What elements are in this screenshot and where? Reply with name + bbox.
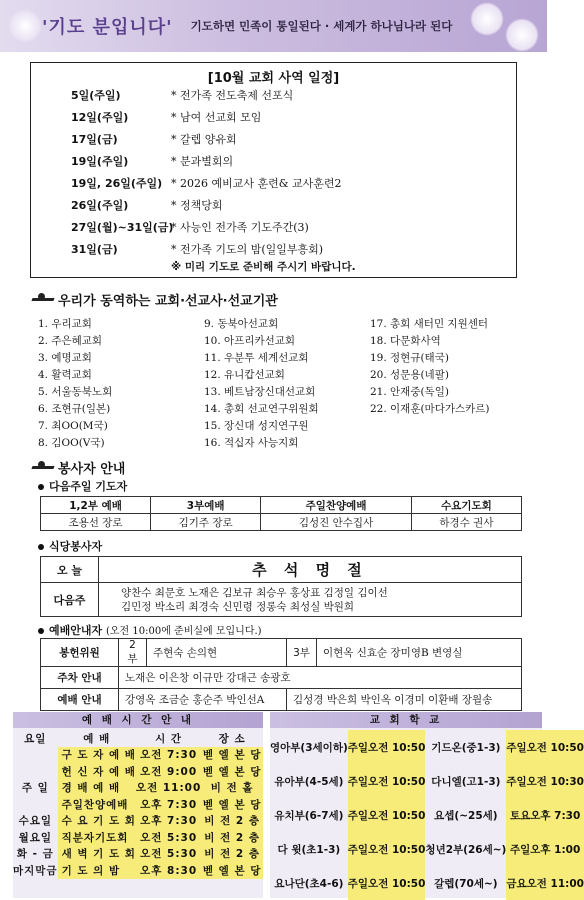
school-time: 주일오전 10:50 <box>348 866 426 900</box>
worship-place: 비 전 홀 <box>201 780 263 797</box>
list-item: 7. 최OO(M국) <box>38 420 108 432</box>
table-header: 장 소 <box>201 730 263 747</box>
list-item: 15. 장신대 성지연구원 <box>204 420 309 432</box>
school-dept: 갈렙(70세~) <box>434 877 498 890</box>
worship-title: 예 배 시 간 안 내 <box>13 712 263 728</box>
prayer-table <box>40 496 522 531</box>
table-cell: 하경수 권사 <box>411 514 521 531</box>
worship-time: 오후 7:30 <box>136 796 201 813</box>
list-item: 21. 안재중(독일) <box>370 386 449 398</box>
bullet-icon <box>38 628 44 634</box>
meal-table <box>40 556 522 617</box>
schedule-row <box>31 219 518 239</box>
table-row <box>13 862 263 879</box>
schedule-date: 12일(주일) <box>71 111 129 124</box>
worship-place: 비 전 2 층 <box>201 813 263 830</box>
usher-label: 주차 안내 <box>41 667 119 689</box>
table-header: 예 배 <box>58 730 136 747</box>
list-item: 2. 주은혜교회 <box>38 335 103 347</box>
table-row <box>41 689 522 711</box>
meal-today-label: 오 늘 <box>41 557 99 583</box>
list-item: 19. 정현규(태국) <box>370 352 449 364</box>
worship-day: 주 일 <box>13 780 58 797</box>
schedule-event: * 분과별회의 <box>171 155 234 168</box>
table-row <box>270 832 584 866</box>
list-item: 17. 총회 새터민 지원센터 <box>370 318 488 330</box>
schedule-box <box>30 62 517 278</box>
list-item: 3. 예명교회 <box>38 352 92 364</box>
usher-subheading-label: 예배안내자 <box>49 624 103 637</box>
school-dept: 청년2부(26세~) <box>425 843 507 856</box>
worship-service: 경 배 예 배 <box>58 780 136 797</box>
worship-time: 오전 5:30 <box>136 846 201 863</box>
usher-part: 2부 <box>119 639 147 667</box>
table-header: 시 간 <box>136 730 201 747</box>
school-dept: 유아부(4-5세) <box>274 775 344 788</box>
bullet-icon <box>38 484 44 490</box>
schedule-row <box>31 241 518 261</box>
flower-icon <box>470 2 504 36</box>
missions-col-1 <box>38 316 112 452</box>
schedule-row <box>31 109 518 129</box>
table-row <box>13 763 263 780</box>
schedule-event: * 남여 선교회 모임 <box>171 111 262 124</box>
school-time: 토요오후 7:30 <box>506 798 584 832</box>
schedule-row <box>31 131 518 151</box>
school-time: 주일오전 10:50 <box>348 764 426 798</box>
list-item: 6. 조현규(일본) <box>38 403 111 415</box>
list-item: 20. 성문용(네팔) <box>370 369 449 381</box>
schedule-date: 19일, 26일(주일) <box>71 177 163 190</box>
worship-time: 오전 7:30 <box>136 747 201 764</box>
worship-time: 오전 9:00 <box>136 763 201 780</box>
meal-subheading <box>38 538 102 554</box>
usher-names: 이현옥 신효순 장미영B 변영실 <box>317 639 522 667</box>
table-row <box>41 497 522 514</box>
worship-table <box>13 730 263 879</box>
worship-service: 헌 신 자 예 배 <box>58 763 136 780</box>
table-row <box>41 667 522 689</box>
table-row <box>41 583 522 617</box>
volunteers-heading <box>32 458 125 477</box>
missions-heading <box>32 290 278 309</box>
meal-subheading-label: 식당봉사자 <box>49 540 103 553</box>
usher-label: 봉헌위원 <box>41 639 119 667</box>
table-header: 주일찬양예배 <box>261 497 412 514</box>
list-item: 22. 이재훈(마다가스카르) <box>370 403 490 415</box>
list-item: 13. 베트남장신대선교회 <box>204 386 316 398</box>
school-time: 주일오전 10:50 <box>348 798 426 832</box>
missions-title: 우리가 동역하는 교회·선교사·선교기관 <box>58 294 278 309</box>
school-dept: 요나단(초4-6) <box>274 877 344 890</box>
table-row <box>41 639 522 667</box>
worship-place: 벧 엘 본 당 <box>201 763 263 780</box>
table-row <box>41 514 522 531</box>
worship-place: 벧 엘 본 당 <box>201 796 263 813</box>
list-item: 18. 다문화사역 <box>370 335 441 347</box>
schedule-row <box>31 153 518 173</box>
missions-col-2 <box>204 316 319 452</box>
list-item: 8. 김OO(V국) <box>38 437 105 449</box>
meal-names-line: 양찬수 최문호 노재은 김보규 최승우 홍상표 김정일 김이선 <box>121 586 388 599</box>
table-row <box>41 557 522 583</box>
school-dept: 요셉(~25세) <box>434 809 498 822</box>
school-time: 주일오전 10:50 <box>348 832 426 866</box>
flower-icon <box>505 18 539 52</box>
table-row <box>270 764 584 798</box>
list-item: 14. 총회 선교연구위원회 <box>204 403 319 415</box>
worship-time: 오후 8:30 <box>136 862 201 879</box>
school-dept: 유치부(6-7세) <box>274 809 344 822</box>
missions-col-3 <box>370 316 490 418</box>
usher-names: 주현숙 손의현 <box>147 639 287 667</box>
usher-names: 강영옥 조금순 홍순주 박인선A <box>119 689 287 711</box>
usher-names: 노재은 이은창 이규만 강대근 송광호 <box>119 667 522 689</box>
table-header: 1,2부 예배 <box>41 497 151 514</box>
list-item: 12. 유니캅선교회 <box>204 369 285 381</box>
meal-names-line: 김민정 박소리 최경숙 신민령 정롱숙 최성실 박원희 <box>121 600 355 613</box>
runner-icon <box>32 293 54 307</box>
worship-place: 비 전 2 층 <box>201 846 263 863</box>
worship-day: 월요일 <box>13 829 58 846</box>
school-title: 교 회 학 교 <box>270 712 542 728</box>
schedule-event: * 사능인 전가족 기도주간(3) <box>171 221 309 234</box>
worship-service: 수 요 기 도 회 <box>58 813 136 830</box>
schedule-date: 26일(주일) <box>71 199 129 212</box>
worship-service: 직분자기도회 <box>58 829 136 846</box>
table-row <box>13 747 263 764</box>
worship-day: 수요일 <box>13 813 58 830</box>
meal-next-label: 다음주 <box>41 583 99 617</box>
school-dept: 다니엘(고1-3) <box>431 775 501 788</box>
schedule-date: 17일(금) <box>71 133 118 146</box>
list-item: 11. 우분투 세계선교회 <box>204 352 309 364</box>
table-row <box>13 829 263 846</box>
usher-names: 김성경 박은희 박인옥 이경미 이환배 장월송 <box>287 689 522 711</box>
table-row <box>13 813 263 830</box>
volunteers-title: 봉사자 안내 <box>58 462 126 477</box>
meal-next-names <box>99 583 522 617</box>
schedule-event: * 전가족 기도의 밤(일일부흥회) <box>171 243 324 256</box>
school-dept: 기드온(중1-3) <box>431 741 501 754</box>
school-table <box>270 730 584 900</box>
banner-slogan: 기도하면 민족이 통일된다 · 세계가 하나님나라 된다 <box>190 19 453 33</box>
schedule-event: * 정책당회 <box>171 199 223 212</box>
meal-today-value: 추 석 명 절 <box>99 557 522 583</box>
worship-day <box>13 747 58 764</box>
table-row <box>270 866 584 900</box>
school-time: 주일오전 10:30 <box>506 764 584 798</box>
school-time: 주일오전 10:50 <box>348 730 426 764</box>
list-item: 1. 우리교회 <box>38 318 92 330</box>
table-header: 요일 <box>13 730 58 747</box>
table-row <box>270 798 584 832</box>
table-cell: 김기주 장로 <box>151 514 261 531</box>
worship-time: 오전 11:00 <box>136 780 201 797</box>
usher-note: (오전 10:00에 준비실에 모입니다.) <box>105 626 262 637</box>
list-item: 9. 동북아선교회 <box>204 318 279 330</box>
worship-day <box>13 796 58 813</box>
worship-time: 오전 5:30 <box>136 829 201 846</box>
schedule-date: 19일(주일) <box>71 155 129 168</box>
table-row <box>13 730 263 747</box>
worship-place: 벧 엘 본 당 <box>201 747 263 764</box>
worship-service: 새 벽 기 도 회 <box>58 846 136 863</box>
prayer-subheading <box>38 478 127 494</box>
bullet-icon <box>38 544 44 550</box>
table-header: 3부예배 <box>151 497 261 514</box>
table-row <box>270 730 584 764</box>
schedule-date: 31일(금) <box>71 243 118 256</box>
schedule-event: * 2026 예비교사 훈련& 교사훈련2 <box>171 177 342 190</box>
schedule-row <box>31 87 518 107</box>
worship-service: 기 도 의 밤 <box>58 862 136 879</box>
usher-label: 예배 안내 <box>41 689 119 711</box>
school-time: 주일오후 1:00 <box>506 832 584 866</box>
table-row <box>13 780 263 797</box>
flower-icon <box>8 9 42 43</box>
usher-part: 3부 <box>287 639 317 667</box>
school-time: 금요오전 11:00 <box>506 866 584 900</box>
schedule-note: ※ 미리 기도로 준비해 주시기 바랍니다. <box>171 261 356 273</box>
worship-service: 주일찬양예배 <box>58 796 136 813</box>
worship-service: 구 도 자 예 배 <box>58 747 136 764</box>
prayer-subheading-label: 다음주일 기도자 <box>49 480 128 493</box>
list-item: 4. 활력교회 <box>38 369 92 381</box>
usher-subheading <box>38 622 262 638</box>
header-banner <box>0 0 547 52</box>
school-time: 주일오전 10:50 <box>506 730 584 764</box>
table-cell: 김성진 안수집사 <box>261 514 412 531</box>
table-row <box>13 796 263 813</box>
schedule-row <box>31 197 518 217</box>
list-item: 16. 적십자 사능지회 <box>204 437 299 449</box>
table-header: 수요기도회 <box>411 497 521 514</box>
list-item: 5. 서울동북노회 <box>38 386 113 398</box>
schedule-event: * 갈렙 양유회 <box>171 133 237 146</box>
schedule-title: [10월 교회 사역 일정] <box>207 71 340 86</box>
banner-title: '기도 분입니다' <box>42 17 173 38</box>
worship-day <box>13 763 58 780</box>
school-dept: 다 윗(초1-3) <box>277 843 341 856</box>
usher-table <box>40 638 522 711</box>
school-dept: 영아부(3세이하) <box>270 741 348 754</box>
table-cell: 조용선 장로 <box>41 514 151 531</box>
list-item: 10. 아프리카선교회 <box>204 335 296 347</box>
worship-day: 마지막금 <box>13 862 58 879</box>
schedule-event: * 전가족 전도축제 선포식 <box>171 89 294 102</box>
worship-place: 비 전 2 층 <box>201 829 263 846</box>
schedule-row <box>31 175 518 195</box>
worship-time: 오후 7:30 <box>136 813 201 830</box>
worship-place: 벧 엘 본 당 <box>201 862 263 879</box>
schedule-date: 27일(월)~31일(금) <box>71 221 174 234</box>
runner-icon <box>32 461 54 475</box>
schedule-date: 5일(주일) <box>71 89 121 102</box>
table-row <box>13 846 263 863</box>
worship-day: 화 - 금 <box>13 846 58 863</box>
